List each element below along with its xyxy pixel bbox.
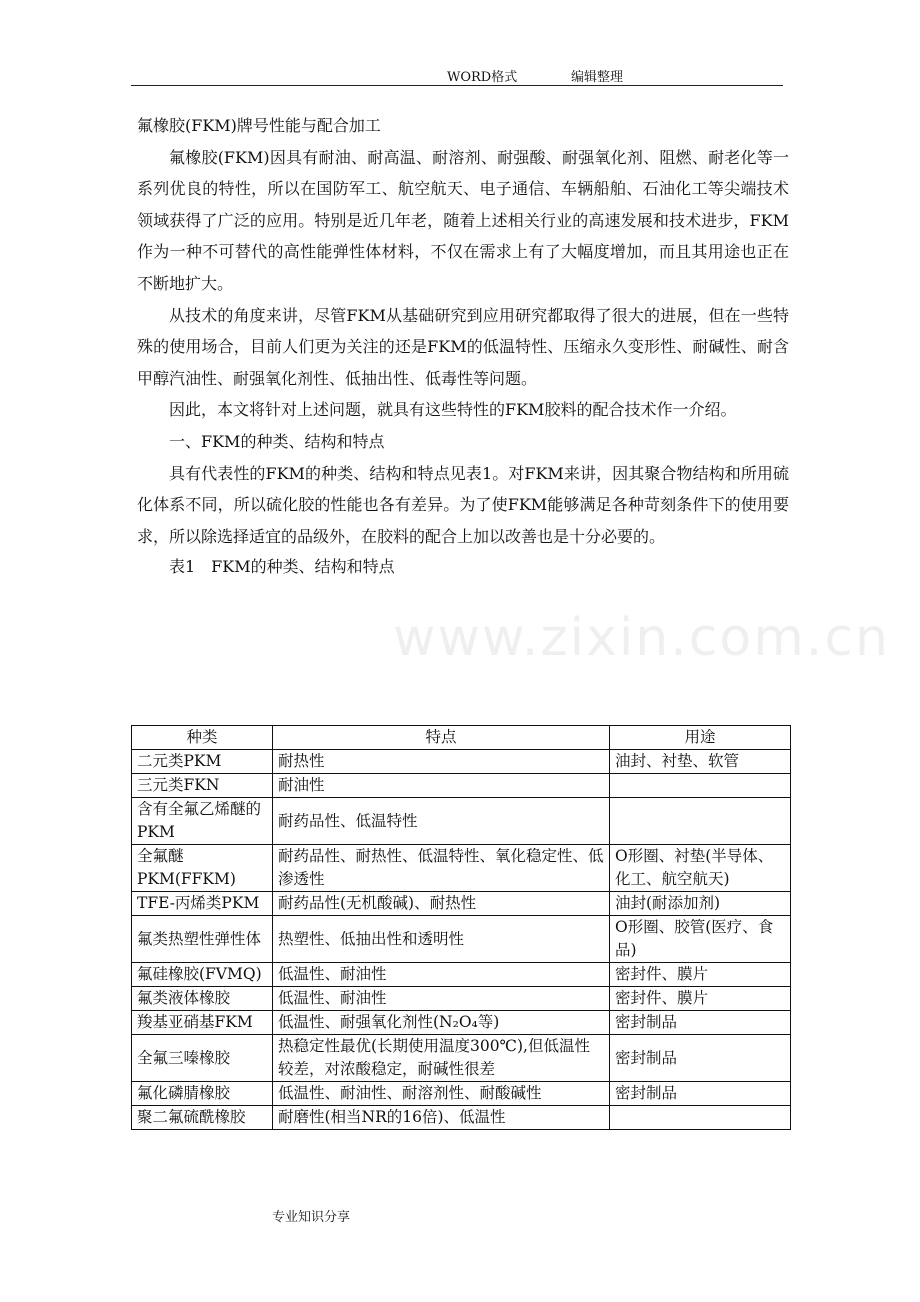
cell-features: 耐药品性、低温特性 [273,798,610,845]
cell-uses: O形圈、衬垫(半导体、化工、航空航天) [610,845,791,892]
header-cell-features: 特点 [273,726,610,750]
header-right-text: 编辑整理 [571,70,624,85]
watermark: www.zixin.com.cn [393,608,890,668]
cell-type: 全氟醚PKM(FFKM) [132,845,273,892]
cell-type: 氟类热塑性弹性体 [132,916,273,963]
cell-features: 低温性、耐油性、耐溶剂性、耐酸碱性 [273,1082,610,1106]
cell-features: 耐油性 [273,774,610,798]
cell-features: 低温性、耐油性 [273,987,610,1011]
table-row [132,1011,791,1035]
table-row [132,750,791,774]
cell-features: 耐药品性、耐热性、低温特性、氧化稳定性、低渗透性 [273,845,610,892]
cell-type: TFE-丙烯类PKM [132,892,273,916]
cell-features: 耐药品性(无机酸碱)、耐热性 [273,892,610,916]
cell-features: 耐磨性(相当NR的16倍)、低温性 [273,1106,610,1130]
cell-uses: 密封制品 [610,1011,791,1035]
table-row [132,1106,791,1130]
cell-uses: 密封件、膜片 [610,987,791,1011]
table-row [132,774,791,798]
paragraph-purpose: 因此，本文将针对上述问题，就具有这些特性的FKM胶料的配合技术作一介绍。 [169,400,737,420]
cell-uses: 密封制品 [610,1035,791,1082]
table-row [132,987,791,1011]
cell-uses [610,774,791,798]
cell-type: 聚二氟硫酰橡胶 [132,1106,273,1130]
table-row [132,1035,791,1082]
cell-type: 羧基亚硝基FKM [132,1011,273,1035]
table-row [132,845,791,892]
cell-uses: O形圈、胶管(医疗、食品) [610,916,791,963]
cell-type: 三元类FKN [132,774,273,798]
cell-features: 低温性、耐强氧化剂性(N₂O₄等) [273,1011,610,1035]
paragraph-intro: 氟橡胶(FKM)因具有耐油、耐高温、耐溶剂、耐强酸、耐强氧化剂、阻燃、耐老化等一系列优良的特性，所以在国防军工、航空航天、电子通信、车辆船舶、石油化工等尖端技术领域获得了广泛的应用。特别是近几年老，随着上述相关行业的高速发展和技术进步，FKM作为一种不可替代的高性能弹性体材料，不仅在需求上有了大幅度增加，而且其用途也正在不断地扩大。 [137,147,789,293]
cell-type: 氟化磷腈橡胶 [132,1082,273,1106]
page-footer: 专业知识分享 [272,1210,351,1225]
paragraph-technical: 从技术的角度来讲，尽管FKM从基础研究到应用研究都取得了很大的进展，但在一些特殊的使用场合，目前人们更为关注的还是FKM的低温特性、压缩永久变形性、耐碱性、耐含甲醇汽油性、耐强氧化剂性、低抽出性、低毒性等问题。 [137,305,789,388]
header-left-text: WORD格式 [447,70,518,85]
paragraph-section1: 具有代表性的FKM的种类、结构和特点见表1。对FKM来讲，因其聚合物结构和所用硫化体系不同，所以硫化胶的性能也各有差异。为了使FKM能够满足各种苛刻条件下的使用要求，所以除选择适宜的品级外，在胶料的配合上加以改善也是十分必要的。 [137,463,789,546]
cell-uses: 油封、衬垫、软管 [610,750,791,774]
cell-uses [610,798,791,845]
cell-uses: 密封件、膜片 [610,963,791,987]
table-header-row [132,726,791,750]
cell-features: 热稳定性最优(长期使用温度300℃),但低温性较差，对浓酸稳定，耐碱性很差 [273,1035,610,1082]
cell-type: 二元类PKM [132,750,273,774]
header-cell-uses: 用途 [610,726,791,750]
page-header [131,64,783,86]
fkm-types-table [131,725,791,1130]
table-row [132,1082,791,1106]
document-body [137,110,789,582]
table-row [132,798,791,845]
cell-type: 含有全氟乙烯醚的PKM [132,798,273,845]
cell-type: 氟类液体橡胶 [132,987,273,1011]
table-row [132,916,791,963]
cell-uses [610,1106,791,1130]
cell-features: 耐热性 [273,750,610,774]
cell-uses: 密封制品 [610,1082,791,1106]
table-row [132,892,791,916]
header-cell-type: 种类 [132,726,273,750]
table-caption: 表1 FKM的种类、结构和特点 [169,557,395,577]
cell-features: 热塑性、低抽出性和透明性 [273,916,610,963]
cell-type: 氟硅橡胶(FVMQ) [132,963,273,987]
cell-uses: 油封(耐添加剂) [610,892,791,916]
document-title: 氟橡胶(FKM)牌号性能与配合加工 [137,116,381,135]
section-heading: 一、FKM的种类、结构和特点 [169,431,385,451]
table-row [132,963,791,987]
cell-type: 全氟三嗪橡胶 [132,1035,273,1082]
cell-features: 低温性、耐油性 [273,963,610,987]
